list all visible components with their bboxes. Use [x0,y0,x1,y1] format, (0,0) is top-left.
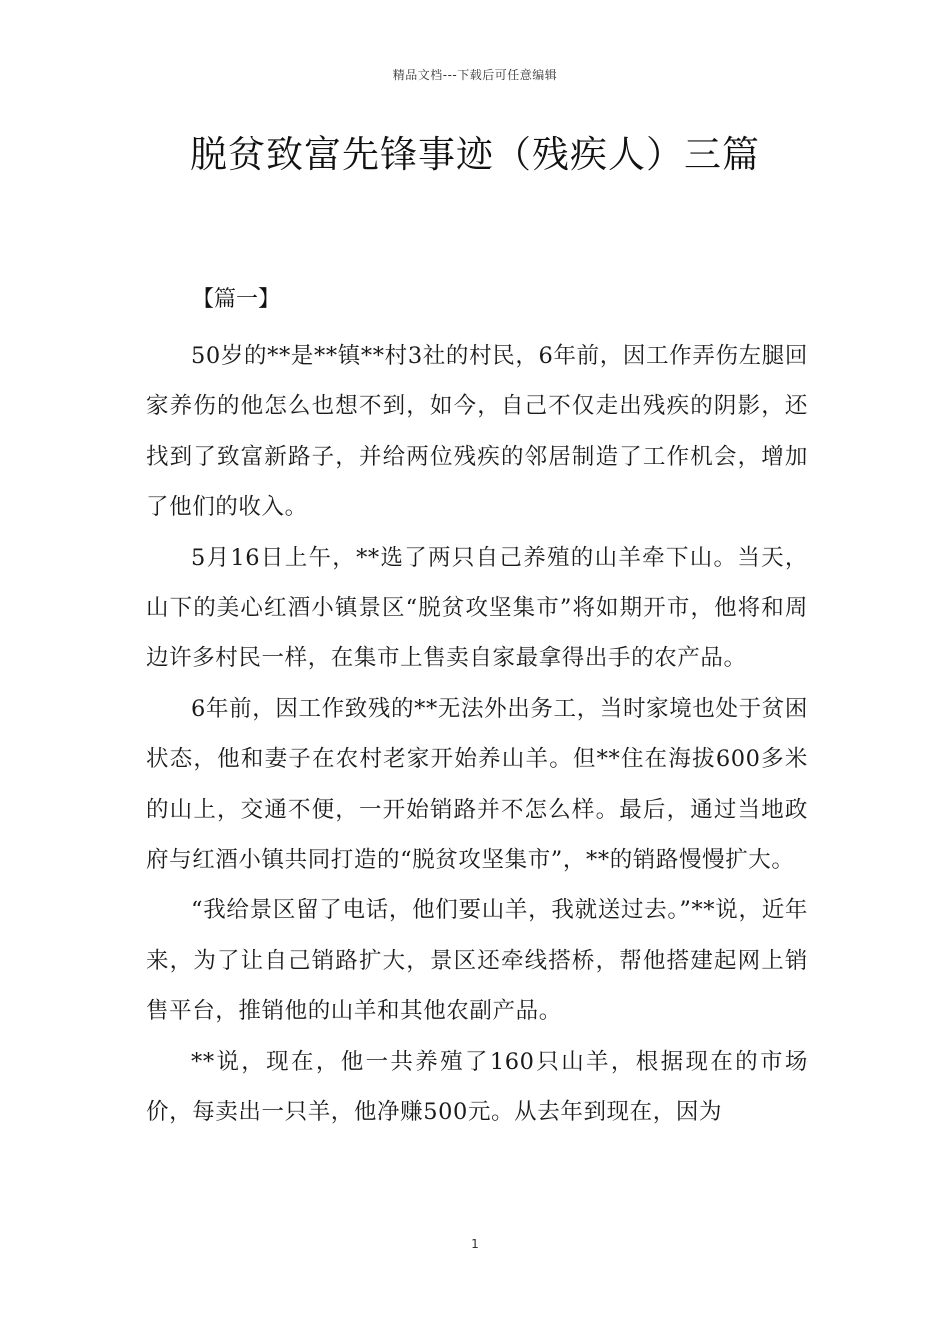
section-label: 【篇一】 [192,287,281,312]
paragraph-1: 50岁的**是**镇**村3社的村民，6年前，因工作弄伤左腿回家养伤的他怎么也想不到，如今，自己不仅走出残疾的阴影，还找到了致富新路子，并给两位残疾的邻居制造了工作机会，增加了他们的收入。 [146,343,808,521]
paragraph-3: 6年前，因工作致残的**无法外出务工，当时家境也处于贫困状态，他和妻子在农村老家开始养山羊。但**住在海拔600多米的山上，交通不便，一开始销路并不怎么样。最后，通过当地政府与红酒小镇共同打造的“脱贫攻坚集市”，**的销路慢慢扩大。 [146,695,808,874]
document-title: 脱贫致富先锋事迹（残疾人）三篇 [190,133,760,176]
document-body [146,280,808,1138]
paragraph-4: “我给景区留了电话，他们要山羊，我就送过去。”**说，近年来，为了让自己销路扩大，景区还牵线搭桥，帮他搭建起网上销售平台，推销他的山羊和其他农副产品。 [146,897,808,1025]
paragraph-2: 5月16日上午，**选了两只自己养殖的山羊牵下山。当天，山下的美心红酒小镇景区“脱贫攻坚集市”将如期开市，他将和周边许多村民一样，在集市上售卖自家最拿得出手的农产品。 [146,544,808,672]
paragraph-5: **说，现在，他一共养殖了160只山羊，根据现在的市场价，每卖出一只羊，他净赚500元。从去年到现在，因为 [146,1048,808,1126]
page-number: 1 [471,1237,479,1251]
page-header: 精品文档---下载后可任意编辑 [392,68,558,82]
